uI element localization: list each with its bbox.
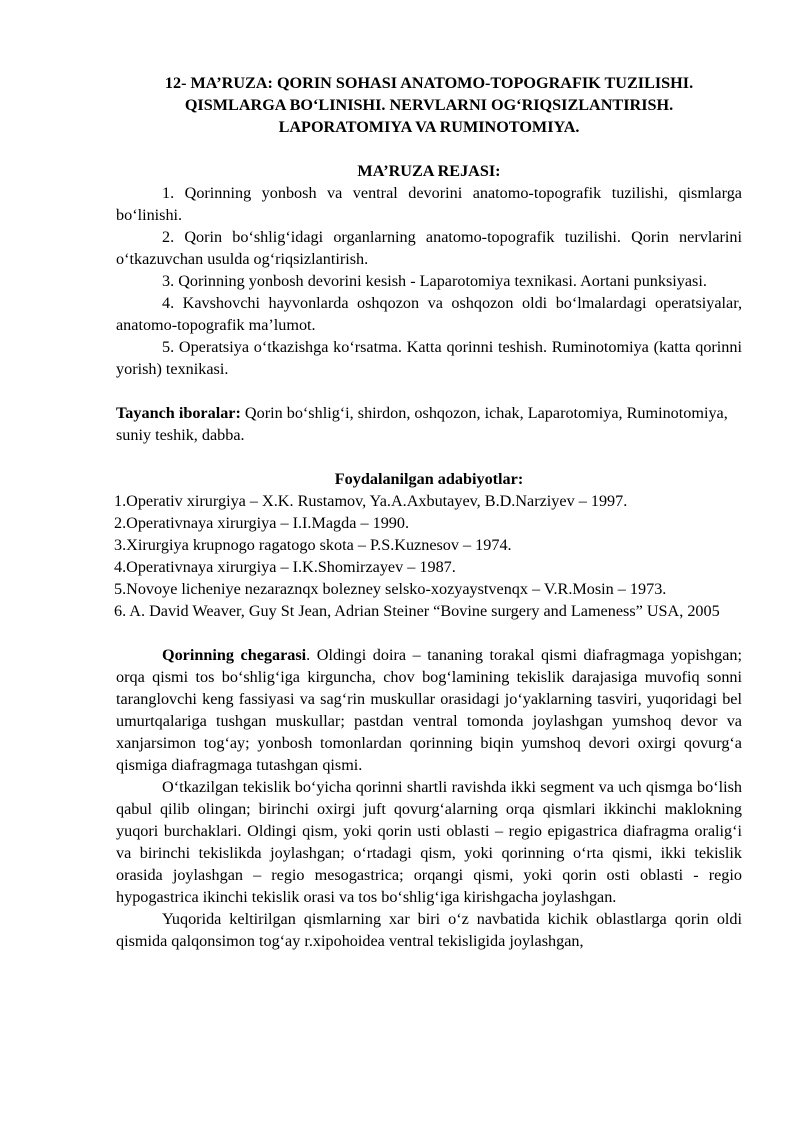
literature-item: 6. A. David Weaver, Guy St Jean, Adrian Steiner “Bovine surgery and Lameness” USA, 2005 (114, 602, 720, 620)
title-line: LAPORATOMIYA VA RUMINOTOMIYA. (278, 118, 580, 136)
literature-item: 2.Operativnaya xirurgiya – I.I.Magda – 1990. (114, 514, 410, 532)
boundary-label: Qorinning chegarasi (162, 646, 307, 664)
lecture-title (116, 72, 742, 138)
plan-list (116, 182, 742, 380)
literature-heading: Foydalanilgan adabiyotlar: (334, 470, 524, 488)
boundary-text: . Oldingi doira – tananing torakal qismi diafragmaga yopishgan; orqa qismi tos bo‘shlig‘iga kirguncha, chov bog‘lamining tekislik darajasiga muvofiq sonni taranglovchi keng fassiyasi va sag‘rin muskullar orasidagi jo‘yaklarning tasviri, yuqoridagi bel umurtqalariga tushgan muskullar; pastdan ventral tomonda joylashgan yumshoq devor va xanjarsimon tog‘ay; yonbosh tomonlardan qorinning biqin yumshoq devori oxirgi qovurg‘a qismiga diafragmaga tutashgan qismi. (116, 646, 742, 774)
title-line: 12- MA’RUZA: QORIN SOHASI ANATOMO-TOPOGRAFIK TUZILISHI. (164, 74, 694, 92)
document-page (116, 72, 742, 952)
plan-item: 2. Qorin bo‘shlig‘idagi organlarning anatomo-topografik tuzilishi. Qorin nervlarini o‘tkazuvchan usulda og‘riqsizlantirish. (116, 228, 742, 268)
plan-heading: MA’RUZA REJASI: (357, 162, 501, 180)
body-paragraph: Yuqorida keltirilgan qismlarning xar biri o‘z navbatida kichik oblastlarga qorin oldi qismida qalqonsimon tog‘ay r.xipohoidea ventral tekisligida joylashgan, (116, 910, 742, 950)
literature-item: 5.Novoye licheniye nezaraznqx bolezney selsko-xozyaystvenqx – V.R.Mosin – 1973. (114, 580, 667, 598)
literature-item: 1.Operativ xirurgiya – X.K. Rustamov, Ya.A.Axbutayev, B.D.Narziyev – 1997. (114, 492, 628, 510)
keywords-text: Qorin bo‘shlig‘i, shirdon, oshqozon, ichak, Laparotomiya, Ruminotomiya, suniy teshik, dabba. (116, 404, 728, 444)
plan-item: 3. Qorinning yonbosh devorini kesish - Laparotomiya texnikasi. Aortani punksiyasi. (162, 272, 707, 290)
plan-item: 4. Kavshovchi hayvonlarda oshqozon va oshqozon oldi bo‘lmalardagi operatsiyalar, anatomo-topografik ma’lumot. (116, 294, 742, 334)
literature-item: 3.Xirurgiya krupnogo ragatogo skota – P.S.Kuznesov – 1974. (114, 536, 512, 554)
keywords-paragraph (116, 402, 750, 446)
literature-item: 4.Operativnaya xirurgiya – I.K.Shomirzayev – 1987. (114, 558, 456, 576)
literature-list (114, 490, 748, 622)
keywords-label: Tayanch iboralar: (116, 404, 241, 422)
plan-item: 1. Qorinning yonbosh va ventral devorini anatomo-topografik tuzilishi, qismlarga bo‘linishi. (116, 184, 742, 224)
body-paragraph: O‘tkazilgan tekislik bo‘yicha qorinni shartli ravishda ikki segment va uch qismga bo‘lish qabul qilib olingan; birinchi oxirgi juft qovurg‘alarning orqa qismlari ikkinchi maklokning yuqori burchaklari. Oldingi qism, yoki qorin usti oblasti – regio epigastrica diafragma oralig‘i va birinchi tekislikda joylashgan; o‘rtadagi qism, yoki qorinning o‘rta qismi, ikki tekislik orasida joylashgan – regio mesogastrica; orqangi qismi, yoki qorin osti oblasti - regio hypogastrica ikinchi tekislik orasi va tos bo‘shlig‘iga kirishgacha joylashgan. (116, 778, 742, 906)
title-line: QISMLARGA BO‘LINISHI. NERVLARNI OG‘RIQSIZLANTIRISH. (184, 96, 674, 114)
plan-item: 5. Operatsiya o‘tkazishga ko‘rsatma. Katta qorinni teshish. Ruminotomiya (katta qorinni yorish) texnikasi. (116, 338, 742, 378)
boundary-paragraph (116, 644, 742, 776)
